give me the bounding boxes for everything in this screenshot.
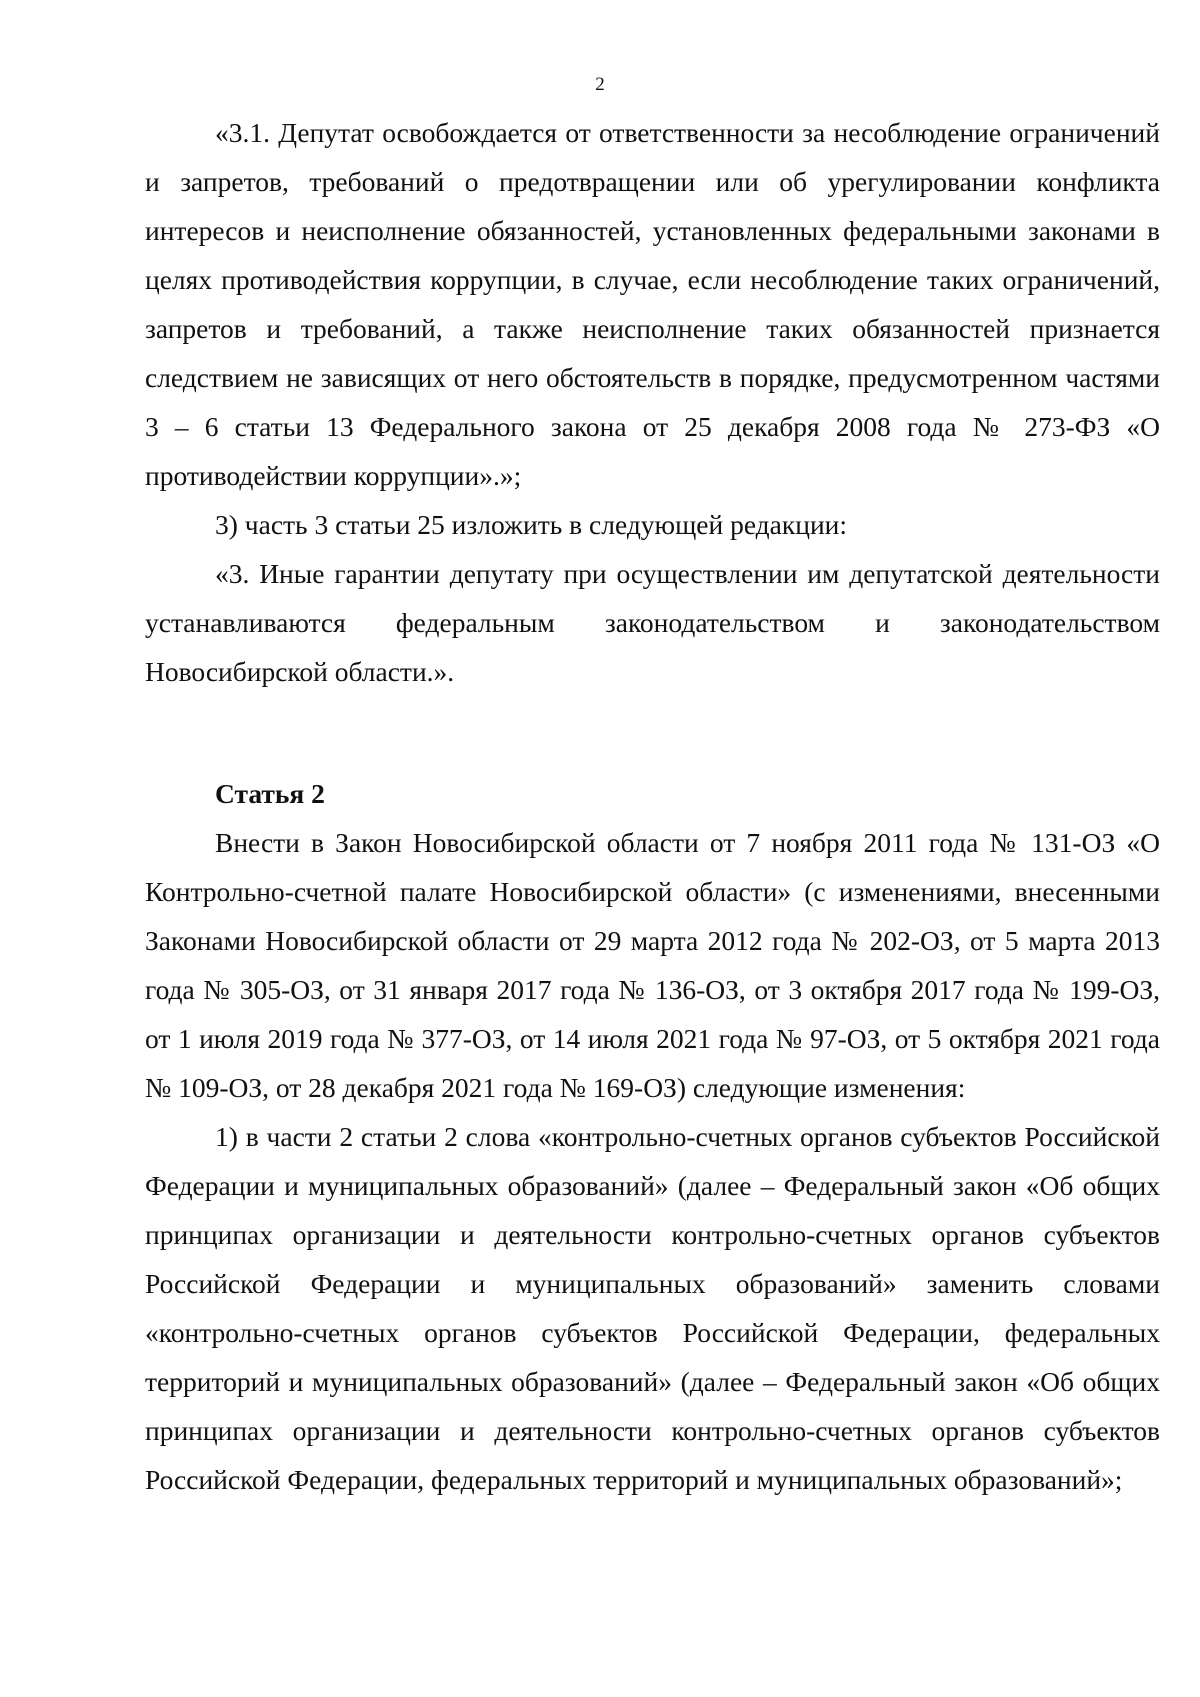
article-2-heading: Статья 2: [215, 778, 325, 809]
paragraph-article-2-intro: Внести в Закон Новосибирской области от 7 ноября 2011 года № 131-ОЗ «О Контрольно-счетной палате Новосибирской области» (с изменениями, внесенными Законами Новосибирской области от 29 марта 2012 года № 202-ОЗ, от 5 марта 2013 года № 305-ОЗ, от 31 января 2017 года № 136-ОЗ, от 3 октября 2017 года № 199-ОЗ, от 1 июля 2019 года № 377-ОЗ, от 14 июля 2021 года № 97-ОЗ, от 5 октября 2021 года № 109-ОЗ, от 28 декабря 2021 года № 169-ОЗ) следующие изменения:: [145, 827, 1160, 1103]
paragraph-3: «3. Иные гарантии депутату при осуществлении им депутатской деятельности устанавливаются федеральным законодательством и законодательством Новосибирской области.».: [145, 558, 1160, 687]
section-gap: [145, 696, 1160, 769]
document-body: [145, 108, 1160, 1504]
paragraph-3-1: «3.1. Депутат освобождается от ответственности за несоблюдение ограничений и запретов, требований о предотвращении или об урегулировании конфликта интересов и неисполнение обязанностей, установленных федеральными законами в целях противодействия коррупции, в случае, если несоблюдение таких ограничений, запретов и требований, а также неисполнение таких обязанностей признается следствием не зависящих от него обстоятельств в порядке, предусмотренном частями 3 – 6 статьи 13 Федерального закона от 25 декабря 2008 года № 273-ФЗ «О противодействии коррупции».»;: [145, 117, 1160, 491]
paragraph-item-1: 1) в части 2 статьи 2 слова «контрольно-счетных органов субъектов Российской Федерации и муниципальных образований» (далее – Федеральный закон «Об общих принципах организации и деятельности контрольно-счетных органов субъектов Российской Федерации и муниципальных образований» заменить словами «контрольно-счетных органов субъектов Российской Федерации, федеральных территорий и муниципальных образований» (далее – Федеральный закон «Об общих принципах организации и деятельности контрольно-счетных органов субъектов Российской Федерации, федеральных территорий и муниципальных образований»;: [145, 1121, 1160, 1495]
page-number: 2: [595, 74, 605, 95]
paragraph-item-3: 3) часть 3 статьи 25 изложить в следующей редакции:: [215, 509, 848, 540]
